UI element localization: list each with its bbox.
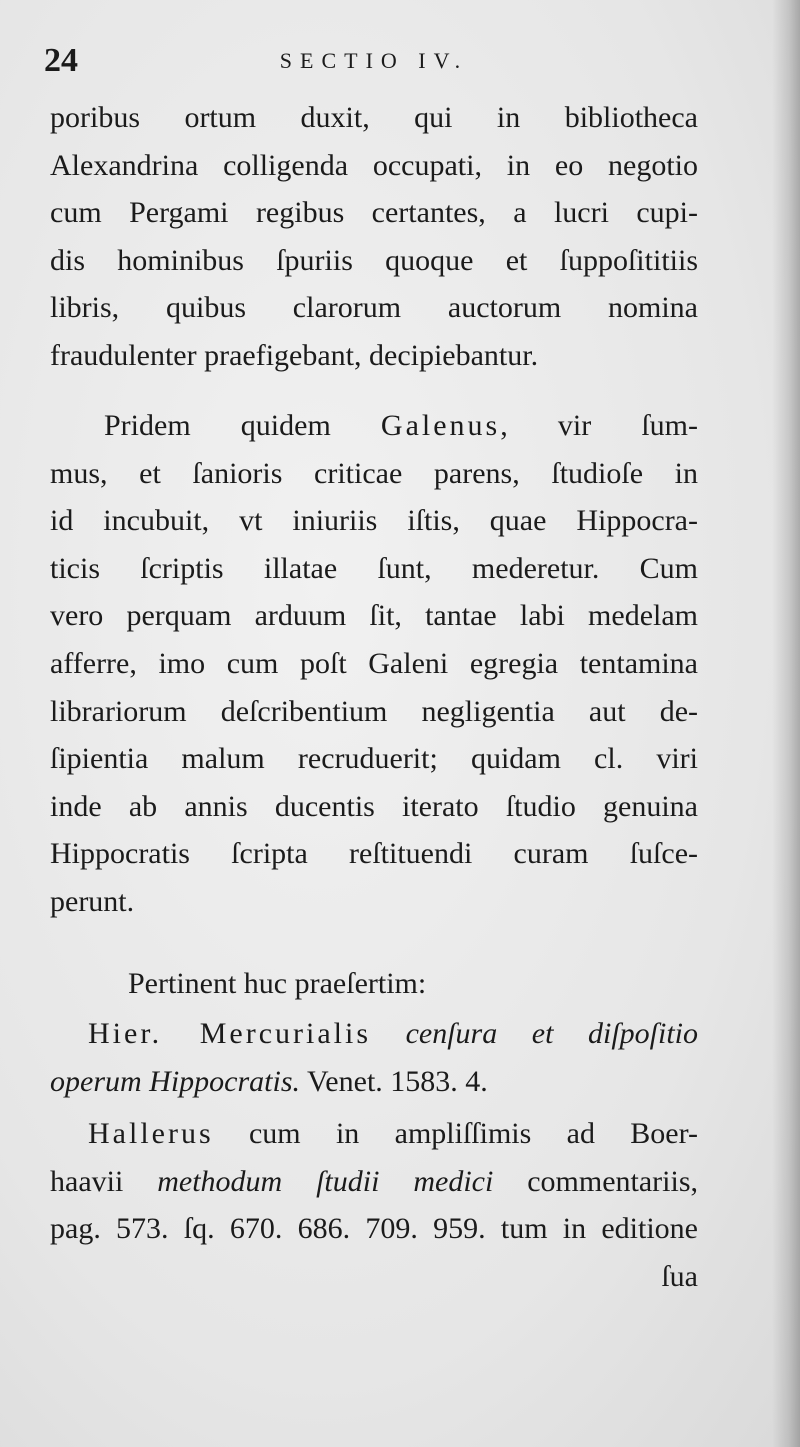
- page-edge-shadow: [772, 0, 800, 1447]
- text-line: poribus ortum duxit, qui in bibliotheca: [50, 101, 698, 134]
- text-line: vero perquam arduum ſit, tantae labi medelam: [50, 599, 698, 633]
- text-line: afferre, imo cum poſt Galeni egregia tentamina: [50, 646, 698, 680]
- line-start: haavii: [50, 1164, 124, 1198]
- line-end: , vir ſum-: [500, 409, 698, 442]
- text-line: libris, quibus clarorum auctorum nomina: [50, 291, 698, 325]
- imprint: Venet. 1583. 4.: [306, 1064, 488, 1098]
- text-line: [50, 1110, 698, 1158]
- text-line: Hippocratis ſcripta reſtituendi curam ſuſce-: [50, 837, 698, 871]
- text-line: Pertinent huc praeſertim:: [128, 967, 427, 1000]
- text-line: [50, 1058, 698, 1106]
- text-line: ticis ſcriptis illatae ſunt, mederetur. Cum: [50, 551, 698, 585]
- reference-hallerus: [50, 1110, 698, 1300]
- catchword: ſua: [661, 1259, 698, 1293]
- text-line: dis hominibus ſpuriis quoque et ſuppoſititiis: [50, 243, 698, 277]
- line-end: commentariis,: [527, 1164, 699, 1198]
- author-mercurialis: Hier. Mercurialis: [88, 1017, 371, 1050]
- text-line: [50, 1158, 698, 1206]
- paragraph-pertinent: [50, 960, 698, 1008]
- text-line: cum Pergami regibus certantes, a lucri cupi-: [50, 196, 698, 230]
- paragraph-continuation: [50, 94, 698, 380]
- title-italic: methodum ſtudii medici: [157, 1164, 494, 1198]
- page-number: 24: [44, 42, 78, 79]
- reference-mercurialis: [50, 1010, 698, 1105]
- text-line: perunt.: [50, 884, 135, 918]
- author-hallerus: Hallerus: [88, 1117, 214, 1150]
- text-line: mus, et ſanioris criticae parens, ſtudioſe in: [50, 456, 698, 490]
- text-line: Alexandrina colligenda occupati, in eo negotio: [50, 148, 698, 182]
- text-line: [50, 402, 698, 450]
- title-italic: operum Hippocratis.: [50, 1064, 300, 1098]
- paragraph-galenus: [50, 402, 698, 926]
- running-head: SECTIO IV.: [279, 48, 469, 73]
- text-line: librariorum deſcribentium negligentia aut de-: [50, 694, 698, 728]
- title-italic: cenſura et diſpoſitio: [405, 1017, 698, 1050]
- line-start: Pridem quidem: [104, 409, 331, 442]
- line-rest: cum in ampliſſimis ad Boer-: [248, 1117, 698, 1150]
- text-line: [50, 1010, 698, 1058]
- page-header: [44, 36, 704, 86]
- text-line: fraudulenter praefigebant, decipiebantur.: [50, 338, 539, 372]
- name-galenus: Galenus: [380, 409, 501, 442]
- text-line: inde ab annis ducentis iterato ſtudio genuina: [50, 789, 698, 823]
- text-line: ſipientia malum recruduerit; quidam cl. viri: [50, 742, 698, 776]
- text-line: pag. 573. ſq. 670. 686. 709. 959. tum in editione: [50, 1212, 698, 1246]
- text-line: id incubuit, vt iniuriis iſtis, quae Hippocra-: [50, 504, 698, 538]
